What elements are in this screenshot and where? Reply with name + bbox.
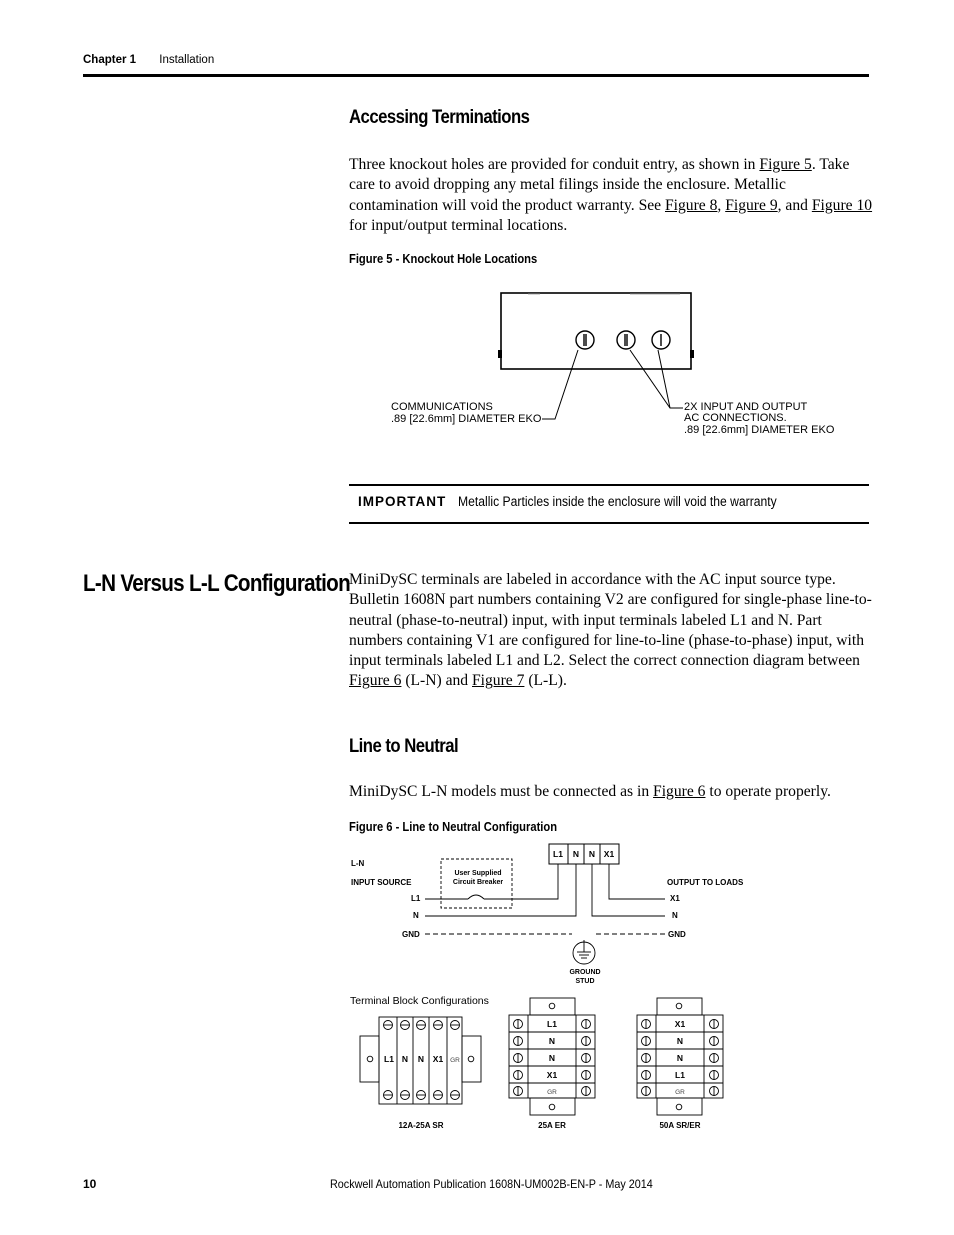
terminal-x1: X1: [603, 849, 615, 859]
link-figure-9[interactable]: Figure 9: [725, 196, 778, 214]
comm-label-2: .89 [22.6mm] DIAMETER EKO: [391, 413, 542, 425]
terminal-l1: L1: [553, 849, 563, 859]
ground-stud-label-2: STUD: [575, 978, 595, 985]
sr-x1: X1: [432, 1054, 444, 1064]
important-text: Metallic Particles inside the enclosure will void the warranty: [458, 494, 777, 509]
label-input-n: N: [413, 911, 419, 920]
paragraph-ln-vs-ll: MiniDySC terminals are labeled in accordance with the AC input source type. Bulletin 1608N part numbers containing V2 are configured for single-phase line-to-neutral (phase-to-neutral) input, with input terminals labeled L1 and N. Part numbers containing V1 are configured for line-to-line (phase-to-phase) input, with input terminals labeled L1 and L2. Select the correct connection diagram between Figure 6 (L-N) and Figure 7 (L-L).: [349, 571, 872, 690]
link-figure-5[interactable]: Figure 5: [759, 156, 812, 173]
io-label-1: 2X INPUT AND OUTPUT: [684, 401, 808, 413]
io-label-2: AC CONNECTIONS.: [684, 412, 787, 424]
label-output-x1: X1: [670, 894, 680, 903]
srer-x1: X1: [674, 1019, 686, 1029]
publication-footer: Rockwell Automation Publication 1608N-UM002B-EN-P - May 2014: [330, 1177, 653, 1191]
label-output-n: N: [672, 911, 678, 920]
breaker-label-1: User Supplied: [454, 870, 502, 877]
figure-5-caption: Figure 5 - Knockout Hole Locations: [349, 251, 538, 266]
breaker-label-2: Circuit Breaker: [452, 879, 504, 886]
srer-l1: L1: [675, 1070, 685, 1080]
link-figure-7[interactable]: Figure 7: [472, 672, 525, 690]
srer-n-1: N: [676, 1036, 684, 1046]
heading-ln-vs-ll: L-N Versus L-L Configuration: [83, 570, 351, 597]
heading-accessing-terminations: Accessing Terminations: [349, 107, 530, 128]
label-12a-25a-sr: 12A-25A SR: [398, 1121, 444, 1130]
label-25a-er: 25A ER: [538, 1121, 566, 1130]
sr-l1: L1: [384, 1054, 394, 1064]
link-figure-6-b[interactable]: Figure 6: [653, 783, 706, 800]
terminal-block-title: Terminal Block Configurations: [350, 995, 489, 1007]
srer-n-2: N: [676, 1053, 684, 1063]
sr-n-1: N: [401, 1054, 409, 1064]
label-50a-sr-er: 50A SR/ER: [659, 1121, 701, 1130]
er-l1: L1: [547, 1019, 557, 1029]
srer-gr: GR: [675, 1089, 685, 1096]
er-x1: X1: [546, 1070, 558, 1080]
terminal-n-2: N: [588, 849, 596, 859]
heading-line-to-neutral: Line to Neutral: [349, 736, 459, 757]
page-number: 10: [83, 1177, 97, 1191]
er-gr: GR: [547, 1089, 557, 1096]
terminal-n-1: N: [572, 849, 580, 859]
comm-label-1: COMMUNICATIONS: [391, 401, 493, 413]
ground-stud-label-1: GROUND: [569, 969, 601, 976]
sr-gr: GR: [450, 1057, 460, 1064]
paragraph-accessing: Three knockout holes are provided for conduit entry, as shown in Figure 5. Take care to avoid dropping any metal filings inside the enclosure. Metallic contamination will void the product warranty. See Figure 8, Figure 9, and Figure 10 for input/output terminal locations.: [349, 156, 873, 234]
header-section: Installation: [159, 54, 215, 66]
label-input-l1: L1: [411, 894, 421, 903]
label-input-gnd: GND: [402, 930, 420, 939]
label-ln: L-N: [351, 859, 365, 868]
link-figure-10[interactable]: Figure 10: [811, 196, 873, 214]
io-label-3: .89 [22.6mm] DIAMETER EKO: [684, 424, 835, 436]
paragraph-line-to-neutral: MiniDySC L-N models must be connected as in Figure 6 to operate properly.: [349, 783, 831, 800]
er-n-1: N: [548, 1036, 556, 1046]
label-input-source: INPUT SOURCE: [351, 878, 412, 887]
sr-n-2: N: [417, 1054, 425, 1064]
link-figure-8[interactable]: Figure 8: [664, 196, 718, 214]
er-n-2: N: [548, 1053, 556, 1063]
link-figure-6[interactable]: Figure 6: [349, 672, 402, 690]
header-chapter: Chapter 1: [83, 54, 137, 66]
label-output-to-loads: OUTPUT TO LOADS: [667, 878, 744, 887]
label-output-gnd: GND: [668, 930, 686, 939]
figure-6-caption: Figure 6 - Line to Neutral Configuration: [349, 819, 558, 834]
important-label: IMPORTANT: [358, 494, 447, 509]
